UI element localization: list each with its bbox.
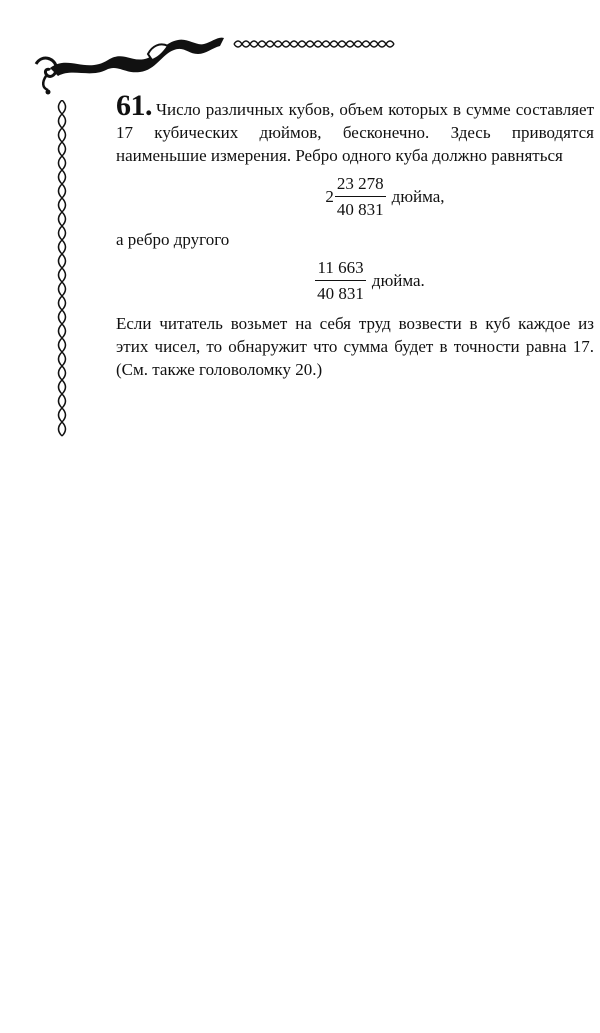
- fraction: [315, 257, 366, 304]
- numerator: 23 278: [335, 173, 386, 197]
- fraction: [335, 173, 386, 220]
- numerator: 11 663: [315, 257, 365, 281]
- puzzle-body: [116, 89, 594, 381]
- whole-part: 2: [325, 187, 334, 206]
- ribbon-ornament: [28, 24, 408, 96]
- denominator: 40 831: [336, 200, 384, 219]
- denominator: 40 831: [317, 284, 364, 303]
- intro-text: Число различных кубов, объем которых в сумме составляет 17 кубических дюймов, бесконечно. Здесь приводятся наименьшие измерения. Ребро одного куба должно равняться: [116, 100, 594, 165]
- second-cube-edge-formula: [146, 257, 594, 304]
- unit-label: дюйма,: [391, 187, 445, 206]
- middle-text: а ребро другого: [116, 230, 230, 249]
- vertical-chain-ornament: [52, 100, 72, 440]
- unit-label: дюйма.: [371, 271, 425, 290]
- puzzle-intro: [116, 89, 594, 167]
- puzzle-number: 61.: [116, 89, 152, 122]
- closing-text: Если читатель возьмет на себя труд возвести в куб каждое из этих чисел, то обнаружит что сумма будет в точности равна 17. (См. также головоломку 20.): [116, 314, 594, 379]
- first-cube-edge-formula: [176, 173, 594, 220]
